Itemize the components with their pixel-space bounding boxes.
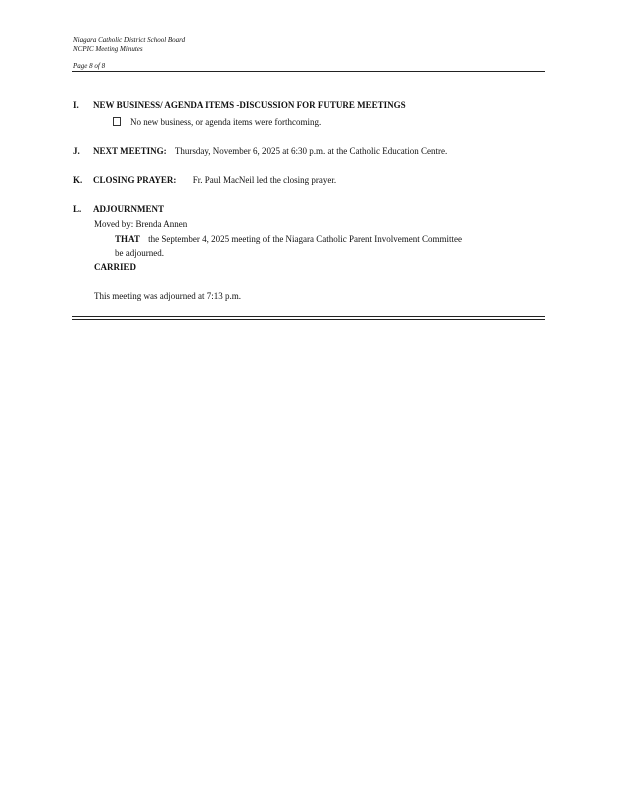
section-j-text: Thursday, November 6, 2025 at 6:30 p.m. at the Catholic Education Centre. [174,146,448,156]
motion-that-label: THAT [115,234,140,244]
section-k [73,175,336,185]
section-l-heading [73,204,164,214]
checkbox-bullet-icon [113,117,121,126]
moved-by: Moved by: Brenda Annen [94,219,188,229]
section-i-title: NEW BUSINESS/ AGENDA ITEMS -DISCUSSION FOR FUTURE MEETINGS [93,100,406,110]
motion-that-text-2: be adjourned. [115,248,164,258]
section-j [73,146,447,156]
header-org: Niagara Catholic District School Board [73,36,186,44]
section-i-bullet-text: No new business, or agenda items were forthcoming. [130,117,322,127]
section-l-title: ADJOURNMENT [93,204,164,214]
section-j-letter: J. [73,146,80,156]
motion-that-text: the September 4, 2025 meeting of the Niagara Catholic Parent Involvement Committee [148,234,463,244]
section-k-title: CLOSING PRAYER: [93,175,177,185]
page-number: Page 8 of 8 [73,62,106,70]
motion-that [115,234,462,244]
section-k-letter: K. [73,175,83,185]
adjournment-time: This meeting was adjourned at 7:13 p.m. [94,291,241,301]
header-doc-title: NCPIC Meeting Minutes [73,44,143,53]
section-i-heading [73,100,406,110]
section-j-title: NEXT MEETING: [93,146,167,156]
document-header [73,36,185,53]
carried-label: CARRIED [94,262,137,272]
section-i-bullet [113,117,321,127]
section-i-letter: I. [73,100,79,110]
footer-rule-1 [72,316,545,317]
header-rule [72,71,545,72]
footer-rule-2 [72,319,545,320]
section-l-letter: L. [73,204,82,214]
section-k-text: Fr. Paul MacNeil led the closing prayer. [192,175,337,185]
